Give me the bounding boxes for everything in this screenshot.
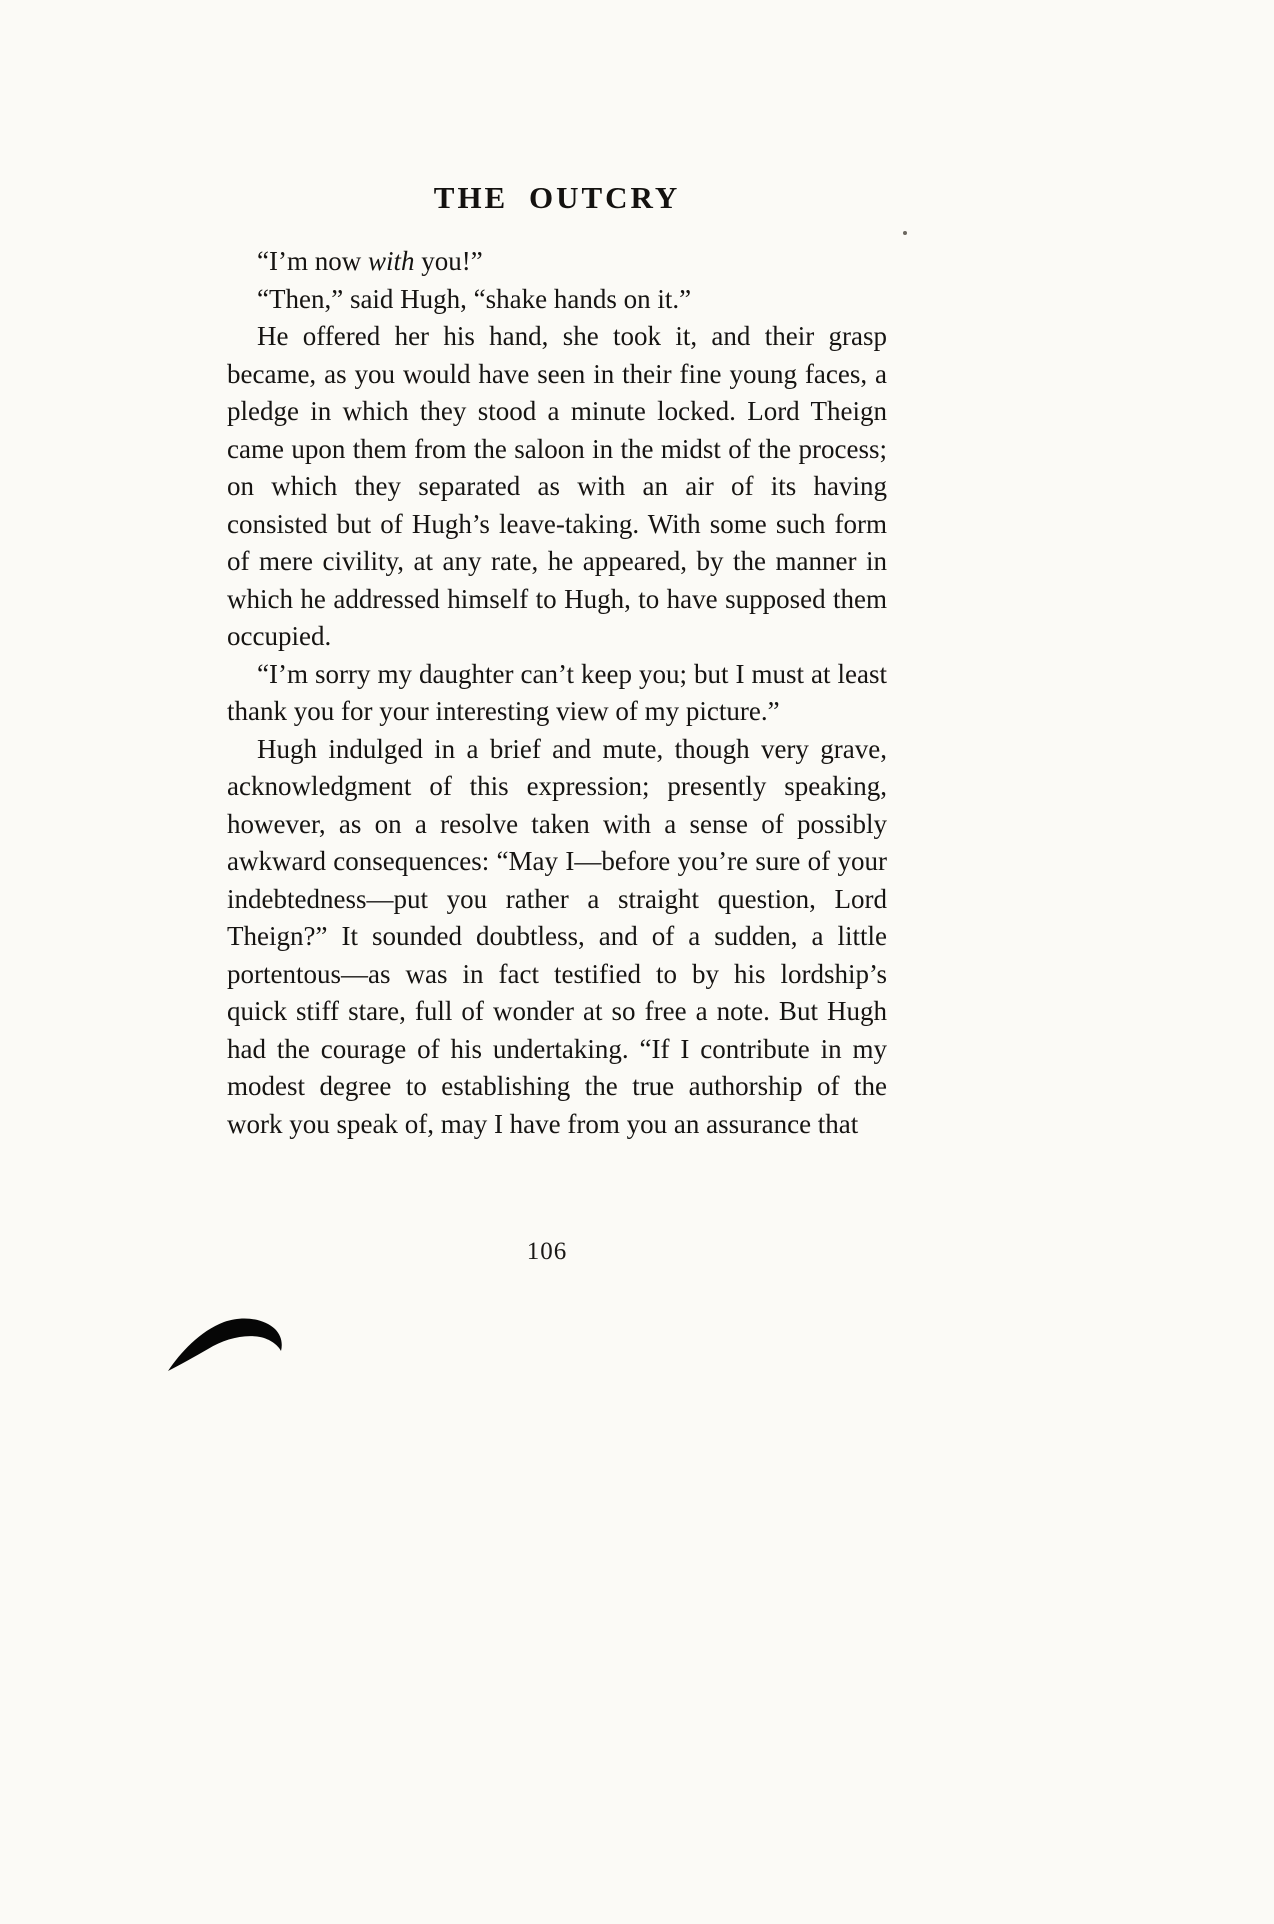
text-block (227, 243, 887, 1143)
page-title: THE OUTCRY (433, 180, 681, 215)
ink-smudge (166, 1315, 286, 1375)
paragraph-dialogue-1 (227, 243, 887, 281)
dialogue-text-pre: “I’m now (257, 246, 368, 276)
scan-speck (903, 231, 907, 235)
paragraph-dialogue-3: “I’m sorry my daughter can’t keep you; but I must at least thank you for your interesting view of my picture.” (227, 658, 887, 726)
paragraph-narrative-2: Hugh indulged in a brief and mute, though very grave, acknowledgment of this expression; presently speaking, however, as on a resolve taken with a sense of possibly awkward consequences: “May I—before you’re sure of your indebtedness—put you rather a straight question, Lord Theign?” It sounded doubtless, and of a sudden, a little portentous—as was in fact testified to by his lordship’s quick stiff stare, full of wonder at so free a note. But Hugh had the courage of his undertaking. “If I contribute in my modest degree to establishing the true authorship of the work you speak of, may I have from you an assurance that (227, 733, 887, 1139)
page-number: 106 (526, 1238, 568, 1265)
paragraph-dialogue-2: “Then,” said Hugh, “shake hands on it.” (257, 283, 692, 314)
paragraph-narrative-1: He offered her his hand, she took it, and their grasp became, as you would have seen in their fine young faces, a pledge in which they stood a minute locked. Lord Theign came upon them from the saloon in the midst of the process; on which they separated as with an air of its having consisted but of Hugh’s leave-taking. With some such form of mere civility, at any rate, he appeared, by the manner in which he addressed himself to Hugh, to have supposed them occupied. (227, 321, 887, 651)
dialogue-text-post: you!” (414, 246, 483, 276)
italic-word: with (367, 246, 415, 276)
